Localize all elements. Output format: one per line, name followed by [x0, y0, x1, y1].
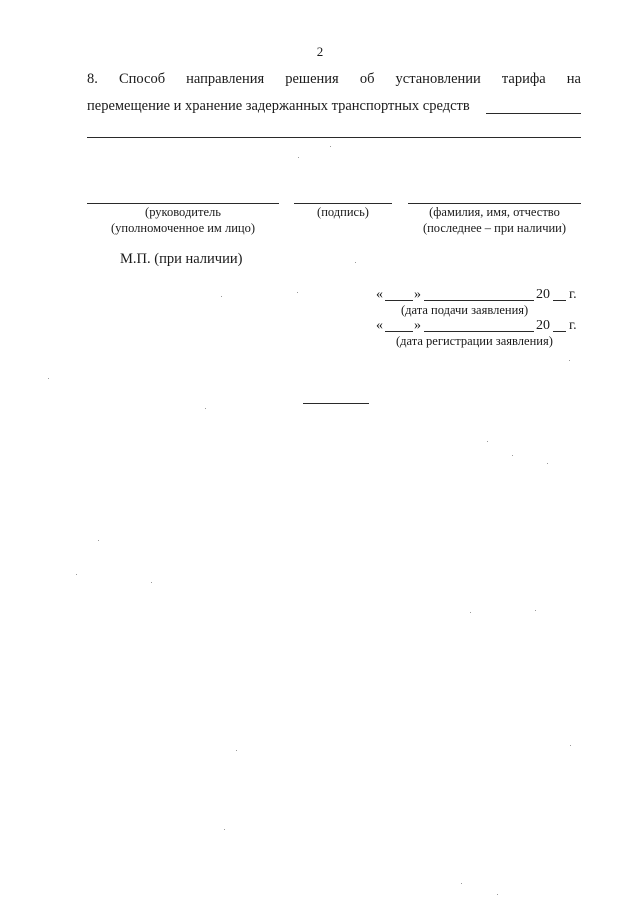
paragraph-word: об [359, 71, 375, 87]
registration-year-suffix: г. [569, 318, 577, 333]
delivery-method-fill-line-full[interactable] [87, 137, 581, 138]
full-name-caption-line-1: (фамилия, имя, отчество [429, 205, 560, 219]
paragraph-word: направления [186, 71, 265, 87]
head-caption-line-2: (уполномоченное им лицо) [110, 221, 255, 235]
submission-year-suffix: г. [569, 287, 577, 302]
registration-date-caption: (дата регистрации заявления) [396, 334, 553, 348]
registration-year-blank[interactable] [553, 331, 566, 332]
submission-year-prefix: 20 [536, 287, 550, 302]
full-name-caption-line-2: (последнее – при наличии) [422, 221, 567, 235]
paragraph-word: на [566, 71, 581, 87]
paragraph-line-2: перемещение и хранение задержанных транспортных средств [87, 98, 470, 114]
paragraph-word: тарифа [501, 71, 546, 87]
registration-month-blank[interactable] [424, 331, 534, 332]
end-separator-line [303, 403, 369, 404]
delivery-method-fill-line-short[interactable] [486, 113, 581, 114]
submission-month-blank[interactable] [424, 300, 534, 301]
registration-close-quote: » [414, 318, 421, 333]
submission-close-quote: » [414, 287, 421, 302]
head-caption-line-1: (руководитель [145, 205, 221, 219]
stamp-label: М.П. (при наличии) [120, 251, 243, 267]
paragraph-word: 8. [87, 71, 98, 87]
paragraph-line-1 [87, 71, 581, 88]
head-caption [87, 204, 279, 236]
page-number: 2 [316, 44, 324, 59]
registration-open-quote: « [376, 318, 383, 333]
submission-year-blank[interactable] [553, 300, 566, 301]
registration-day-blank[interactable] [385, 331, 413, 332]
full-name-caption [402, 204, 587, 236]
signature-caption: (подпись) [317, 205, 369, 219]
paragraph-word: установлении [395, 71, 481, 87]
paragraph-word: Способ [118, 71, 166, 87]
submission-open-quote: « [376, 287, 383, 302]
registration-year-prefix: 20 [536, 318, 550, 333]
submission-date-caption: (дата подачи заявления) [401, 303, 529, 317]
submission-day-blank[interactable] [385, 300, 413, 301]
paragraph-word: решения [285, 71, 339, 87]
